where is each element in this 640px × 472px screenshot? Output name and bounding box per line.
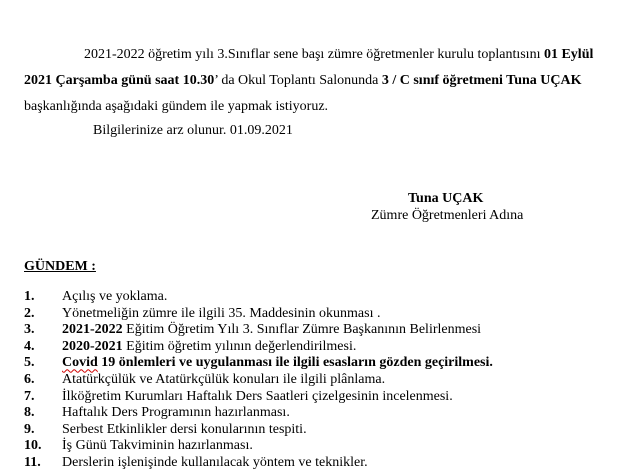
agenda-item-number: 6.	[24, 371, 35, 387]
agenda-item-number: 2.	[24, 305, 35, 321]
meeting-day: 01 Eylül	[543, 47, 594, 62]
agenda-item-number: 10.	[24, 438, 42, 454]
agenda-item	[24, 372, 493, 389]
agenda-item	[24, 455, 493, 472]
agenda-item-text: İş Günü Takviminin hazırlanması.	[62, 438, 253, 454]
meeting-location: ’ da Okul Toplantı Salonunda	[214, 73, 379, 88]
agenda-item	[24, 355, 493, 372]
agenda-item-number: 1.	[24, 289, 35, 304]
agenda-item	[24, 389, 493, 406]
meeting-chair: 3 / C sınıf öğretmeni Tuna UÇAK	[381, 73, 582, 88]
agenda-item-number: 9.	[24, 421, 35, 437]
agenda-item	[24, 405, 493, 422]
intro-line-3: başkanlığında aşağıdaki gündem ile yapmak istiyoruz.	[24, 99, 329, 114]
signature-title: Zümre Öğretmenleri Adına	[371, 208, 524, 223]
agenda-item-text: İlköğretim Kurumları Haftalık Ders Saatleri çizelgesinin incelenmesi.	[62, 388, 453, 404]
agenda-item-text: Yönetmeliğin zümre ile ilgili 35. Maddesinin okunması .	[62, 305, 381, 321]
agenda-item-number: 3.	[24, 322, 35, 338]
agenda-item	[24, 422, 493, 439]
intro-line-1-text: 2021-2022 öğretim yılı 3.Sınıflar sene başı zümre öğretmenler kurulu toplantısını	[84, 47, 541, 62]
agenda-item-text: Covid 19 önlemleri ve uygulanması ile ilgili esasların gözden geçirilmesi.	[62, 355, 493, 371]
agenda-item	[24, 306, 493, 323]
agenda-heading: GÜNDEM :	[24, 259, 96, 274]
agenda-item	[24, 289, 493, 306]
agenda-item-number: 11.	[24, 454, 41, 470]
meeting-date-time: 2021 Çarşamba günü saat 10.30	[24, 73, 215, 88]
intro-line-2	[24, 72, 582, 89]
agenda-item	[24, 438, 493, 455]
agenda-item-text: 2020-2021 Eğitim öğretim yılının değerlendirilmesi.	[62, 338, 357, 354]
agenda-item-number: 7.	[24, 388, 35, 404]
agenda-item-text: Derslerin işlenişinde kullanılacak yöntem ve teknikler.	[62, 454, 368, 470]
spellcheck-word: Covid	[62, 355, 98, 371]
agenda-item-text: Haftalık Ders Programının hazırlanması.	[62, 405, 290, 421]
agenda-item-number: 5.	[24, 355, 35, 371]
agenda-item-text: Serbest Etkinlikler dersi konularının tespiti.	[62, 421, 307, 437]
agenda-item-number: 8.	[24, 405, 35, 421]
agenda-item-text: Açılış ve yoklama.	[62, 289, 168, 304]
agenda-item	[24, 339, 493, 356]
intro-line-1	[84, 46, 593, 63]
agenda-item	[24, 322, 493, 339]
signature-name: Tuna UÇAK	[408, 191, 484, 206]
agenda-item-number: 4.	[24, 338, 35, 354]
closing-line: Bilgilerinize arz olunur. 01.09.2021	[93, 123, 293, 138]
agenda-item-text: Atatürkçülük ve Atatürkçülük konuları ile ilgili plânlama.	[62, 371, 386, 387]
agenda-item-text: 2021-2022 Eğitim Öğretim Yılı 3. Sınıflar Zümre Başkanının Belirlenmesi	[62, 322, 482, 338]
agenda-list	[24, 289, 493, 472]
